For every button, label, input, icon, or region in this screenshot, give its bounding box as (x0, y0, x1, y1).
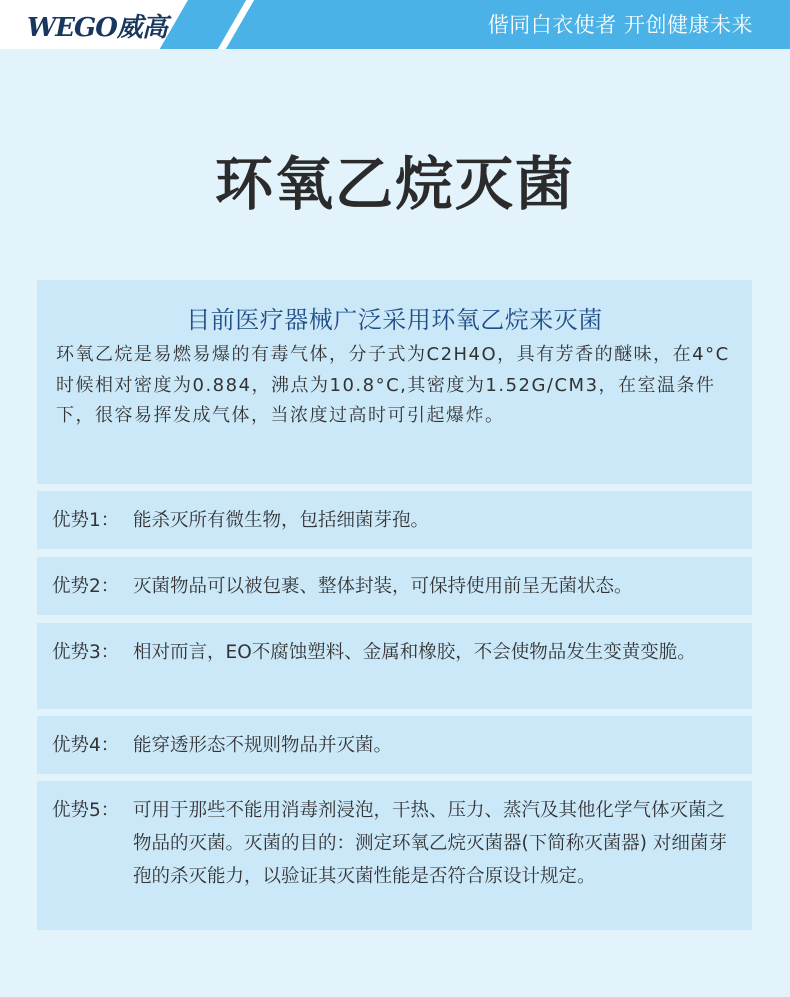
page-title: 环氧乙烷灭菌 (214, 150, 575, 218)
advantage-box-2 (37, 557, 752, 615)
advantage-box-3 (37, 623, 752, 709)
advantage-box-1 (37, 491, 752, 549)
intro-heading: 目前医疗器械广泛采用环氧乙烷来灭菌 (186, 306, 603, 334)
advantage-text: 可用于那些不能用消毒剂浸泡，干热、压力、蒸汽及其他化学气体灭菌之物品的灭菌。灭菌的目的：测定环氧乙烷灭菌器(下简称灭菌器) 对细菌芽孢的杀灭能力，以验证其灭菌性能是否符合原设计规定。 (133, 800, 727, 887)
advantage-box-4 (37, 716, 752, 774)
intro-body: 环氧乙烷是易燃易爆的有毒气体，分子式为C2H4O，具有芳香的醚味，在4°C时候相对密度为0.884，沸点为10.8°C,其密度为1.52G/CM3，在室温条件下，很容易挥发成气体，当浓度过高时可引起爆炸。 (56, 344, 730, 426)
header-slogan: 偕同白衣使者 开创健康未来 (487, 13, 753, 37)
brand-logo: WEGO威高 (27, 13, 167, 43)
advantage-label: 优势1： (52, 510, 120, 531)
advantage-label: 优势5： (52, 800, 120, 821)
advantage-text: 能杀灭所有微生物，包括细菌芽孢。 (133, 510, 430, 531)
advantage-text: 灭菌物品可以被包裹、整体封装，可保持使用前呈无菌状态。 (133, 576, 633, 597)
advantage-label: 优势4： (52, 735, 120, 756)
advantage-label: 优势2： (52, 576, 120, 597)
intro-box (37, 280, 752, 484)
advantage-text: 相对而言，EO不腐蚀塑料、金属和橡胶，不会使物品发生变黄变脆。 (133, 642, 696, 663)
header-bar (0, 0, 790, 49)
advantage-text: 能穿透形态不规则物品并灭菌。 (133, 735, 393, 756)
advantage-box-5 (37, 781, 752, 930)
advantage-label: 优势3： (52, 642, 120, 663)
